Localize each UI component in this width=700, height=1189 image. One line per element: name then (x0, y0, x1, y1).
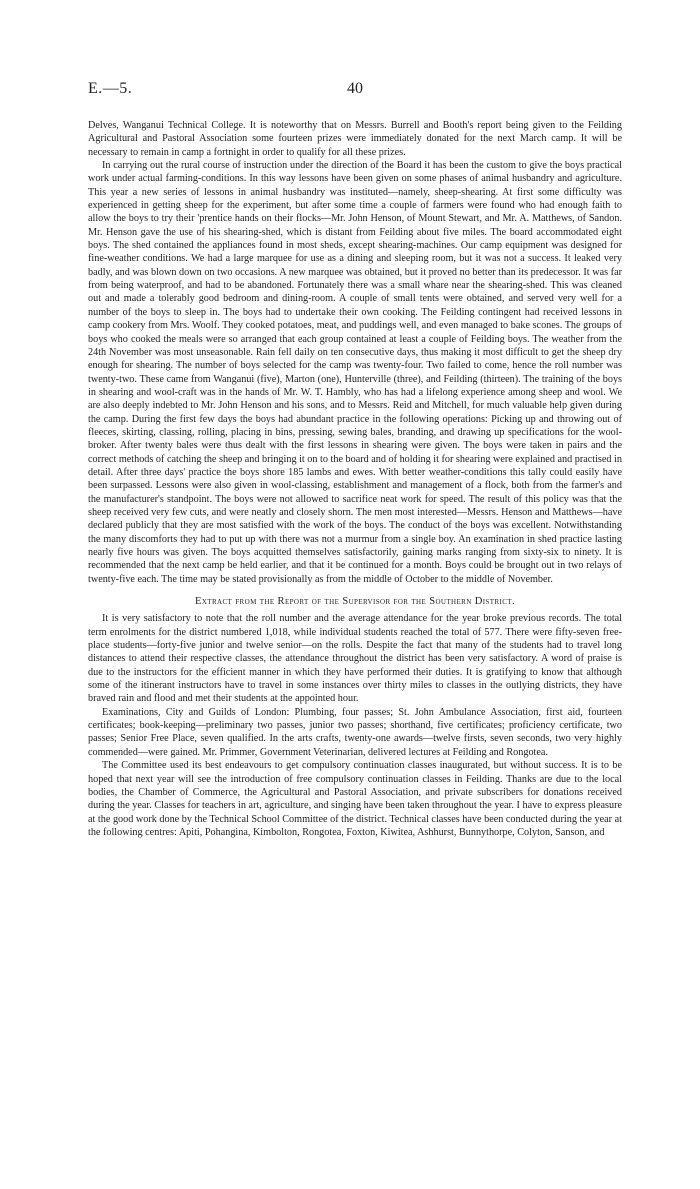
paragraph: Examinations, City and Guilds of London: Plumbing, four passes; St. John Ambulance Association, first aid, fourteen certificates; book-keeping—preliminary two passes, junior two passes; shorthand, five certificates; proficiency certificate, two passes; Senior Free Place, seven qualified. In the arts crafts, twenty-one awards—twelve firsts, seven seconds, two very highly commended—were gained. Mr. Primmer, Government Veterinarian, delivered lectures at Feilding and Rongotea. (88, 706, 622, 758)
page-header (88, 80, 622, 102)
body-text (88, 119, 622, 839)
paragraph: It is very satisfactory to note that the roll number and the average attendance for the year broke previous records. The total term enrolments for the district numbered 1,018, while individual students reached the total of 577. There were fifty-seven free-place students—forty-five junior and twelve senior—on the rolls. Despite the fact that many of the students had to travel long distances to attend their respective classes, the attendance throughout the district has been very satisfactory. A word of praise is due to the instructors for the efficient manner in which they have performed their duties. It is gratifying to know that although some of the itinerant instructors have to travel in some instances over thirty miles to classes in the outlying districts, they have braved rain and flood and met their students at the appointed hour. (88, 613, 622, 705)
paragraph: Delves, Wanganui Technical College. It is noteworthy that on Messrs. Burrell and Booth's report being given to the Feilding Agricultural and Pastoral Association some fourteen prizes were immediately donated for the next March camp. It will be necessary to remain in camp a fortnight in order to qualify for all these prizes. (88, 120, 622, 158)
section-heading: Extract from the Report of the Supervisor for the Southern District. (195, 596, 515, 608)
paragraph: The Committee used its best endeavours to get compulsory continuation classes inaugurated, but without success. It is to be hoped that next year will see the introduction of free compulsory continuation classes in Feilding. Thanks are due to the local bodies, the Chamber of Commerce, the Agricultural and Pastoral Association, and private subscribers for donations received during the year. Classes for teachers in art, agriculture, and singing have been taken throughout the year. I have to express pleasure at the good work done by the Technical School Committee of the district. Technical classes have been conducted during the year at the following centres: Apiti, Pohangina, Kimbolton, Rongotea, Foxton, Kiwitea, Ashhurst, Bunnythorpe, Colyton, Sanson, and (88, 760, 622, 838)
paragraph: In carrying out the rural course of instruction under the direction of the Board it has been the custom to give the boys practical work under actual farming-conditions. In this way lessons have been given on some phases of animal husbandry and agriculture. This year a new series of lessons in animal husbandry was instituted—namely, sheep-shearing. At first some difficulty was experienced in getting sheep for the experiment, but after some time a couple of farmers were found who had enough faith to allow the boys to try their 'prentice hands on their flocks—Mr. John Henson, of Mount Stewart, and Mr. A. Matthews, of Sandon. Mr. Henson gave the use of his shearing-shed, which is distant from Feilding about five miles. The board accommodated eight boys. The shed contained the appliances found in most sheds, except shearing-machines. Our camp equipment was designed for fine-weather conditions. We had a large marquee for use as a dining and sleeping room, but it was not a success. It leaked very badly, and was blown down on two occasions. A new marquee was obtained, but it proved no better than its predecessor. It was far from being waterproof, and had to be abandoned. Fortunately there was a small whare near the shearing-shed. This was cleaned out and made a tolerably good bedroom and dining-room. A couple of small tents were obtained, and served very well for a number of the boys to sleep in. The boys had to undertake their own cooking. The Feilding contingent had received lessons in camp cookery from Mrs. Woolf. They cooked potatoes, meat, and puddings well, and even managed to bake scones. The groups of boys who cooked the meals were so arranged that each group contained at least a couple of Feilding boys. The weather from the 24th November was most unseasonable. Rain fell daily on ten consecutive days, thus making it most difficult to get the sheep dry enough for shearing. The number of boys selected for the camp was twenty-four. Two failed to come, hence the roll number was twenty-two. These came from Wanganui (five), Marton (one), Hunterville (three), and Feilding (thirteen). The training of the boys in shearing and wool-craft was in the hands of Mr. W. T. Hambly, who has had a lifelong experience among sheep and wool. We are also deeply indebted to Mr. John Henson and his sons, and to Messrs. Reid and Mitchell, for much valuable help given during the camp. During the first few days the boys had abundant practice in the following operations: Picking up and throwing out of fleeces, skirting, classing, rolling, placing in bins, pressing, sewing bales, branding, and drawing up specifications for the wool-broker. After twenty bales were thus dealt with the first lessons in shearing were given. The boys were taken in pairs and the correct methods of catching the sheep and bringing it on to the board and of holding it for shearing were explained and practised in detail. After three days' practice the boys shore 185 lambs and ewes. With better weather-conditions this tally could easily have been surpassed. Lessons were also given in wool-classing, establishment and management of a flock, both from the farmer's and the manufacturer's standpoint. The boys were not allowed to sacrifice neat work for speed. The result of this policy was that the sheep received very few cuts, and were neatly and closely shorn. The men most interested—Messrs. Henson and Matthews—have declared publicly that they are most satisfied with the work of the boys. The conduct of the boys was excellent. Notwithstanding the many discomforts they had to put up with there was not a murmur from a single boy. An examination in shed practice lasting nearly five hours was given. The boys acquitted themselves satisfactorily, gaining marks ranging from sixty-six to ninety. It is recommended that the next camp be held earlier, and that it be continued for a month. Boys could be brought out in two relays of twenty-five each. The time may be stated provisionally as from the middle of October to the middle of November. (88, 160, 622, 585)
page-number: 40 (347, 80, 363, 97)
document-reference: E.—5. (88, 80, 133, 97)
